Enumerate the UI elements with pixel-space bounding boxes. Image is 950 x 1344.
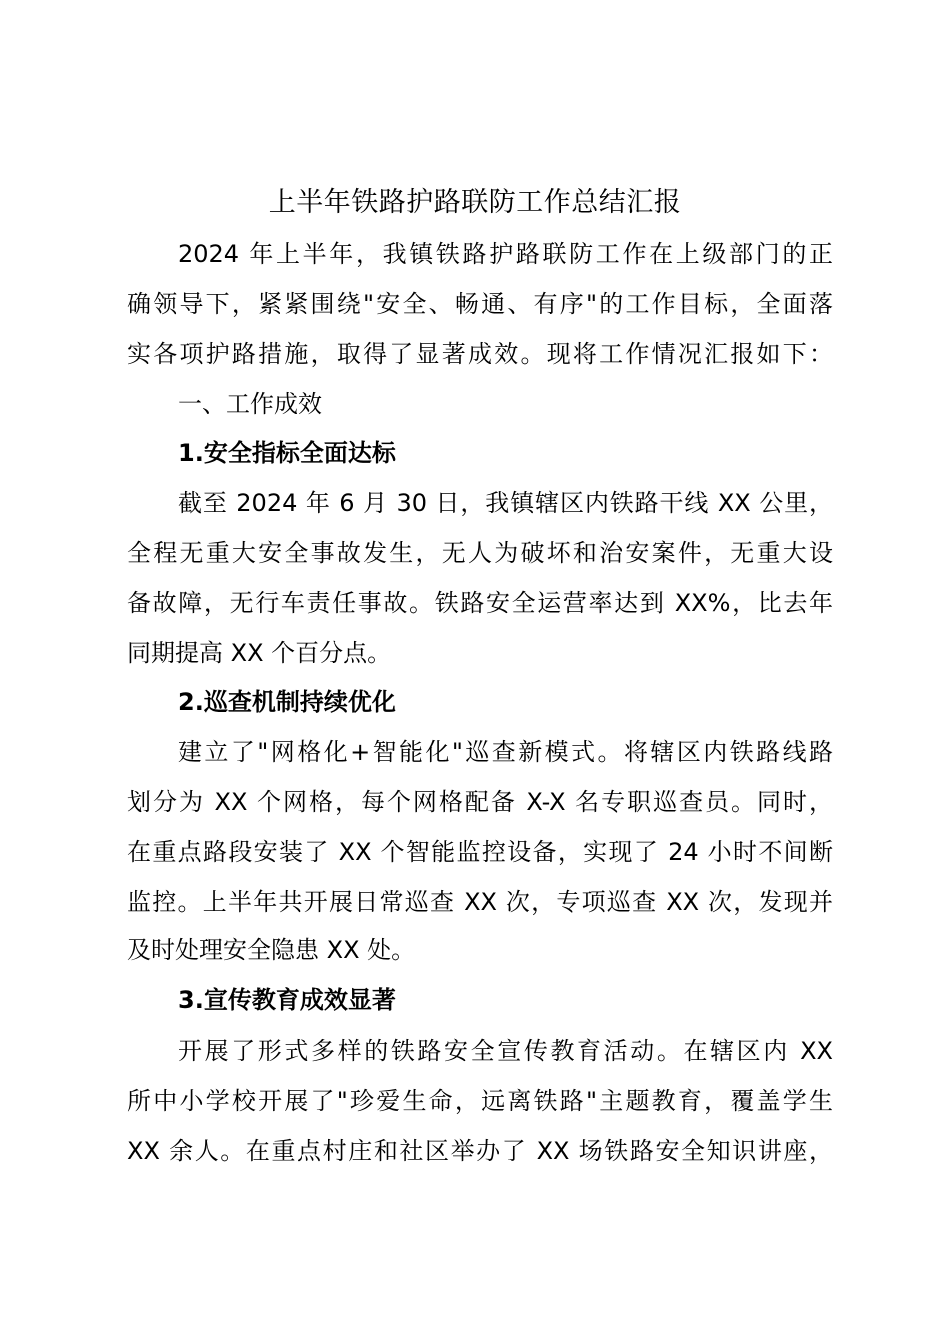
paragraph-line: 及时处理安全隐患 XX 处。 <box>127 936 416 964</box>
paragraph-line: 划分为 XX 个网格，每个网格配备 X-X 名专职巡查员。同时， <box>127 788 833 816</box>
subsection-heading: 2.巡查机制持续优化 <box>178 688 396 716</box>
paragraph-line: 同期提高 XX 个百分点。 <box>127 639 392 667</box>
paragraph-line: 监控。上半年共开展日常巡查 XX 次，专项巡查 XX 次，发现并 <box>127 888 833 916</box>
paragraph-line: 全程无重大安全事故发生，无人为破坏和治安案件，无重大设 <box>127 539 833 567</box>
paragraph-line: XX 余人。在重点村庄和社区举办了 XX 场铁路安全知识讲座， <box>127 1137 833 1165</box>
paragraph-line: 2024 年上半年，我镇铁路护路联防工作在上级部门的正 <box>178 240 833 268</box>
subsection-heading: 1.安全指标全面达标 <box>178 439 396 467</box>
subsection-heading: 3.宣传教育成效显著 <box>178 986 396 1014</box>
document-title: 上半年铁路护路联防工作总结汇报 <box>268 187 682 218</box>
paragraph-line: 在重点路段安装了 XX 个智能监控设备，实现了 24 小时不间断 <box>127 838 833 866</box>
paragraph-line: 备故障，无行车责任事故。铁路安全运营率达到 XX%，比去年 <box>127 589 833 617</box>
paragraph-line: 确领导下，紧紧围绕"安全、畅通、有序"的工作目标，全面落 <box>127 290 833 318</box>
paragraph-line: 开展了形式多样的铁路安全宣传教育活动。在辖区内 XX <box>178 1037 833 1065</box>
paragraph-line: 截至 2024 年 6 月 30 日，我镇辖区内铁路干线 XX 公里， <box>178 489 833 517</box>
paragraph-line: 所中小学校开展了"珍爱生命，远离铁路"主题教育，覆盖学生 <box>127 1087 833 1115</box>
paragraph-line: 实各项护路措施，取得了显著成效。现将工作情况汇报如下： <box>127 340 833 368</box>
paragraph-line: 建立了"网格化+智能化"巡查新模式。将辖区内铁路线路 <box>178 738 833 766</box>
section-heading: 一、工作成效 <box>178 390 322 418</box>
